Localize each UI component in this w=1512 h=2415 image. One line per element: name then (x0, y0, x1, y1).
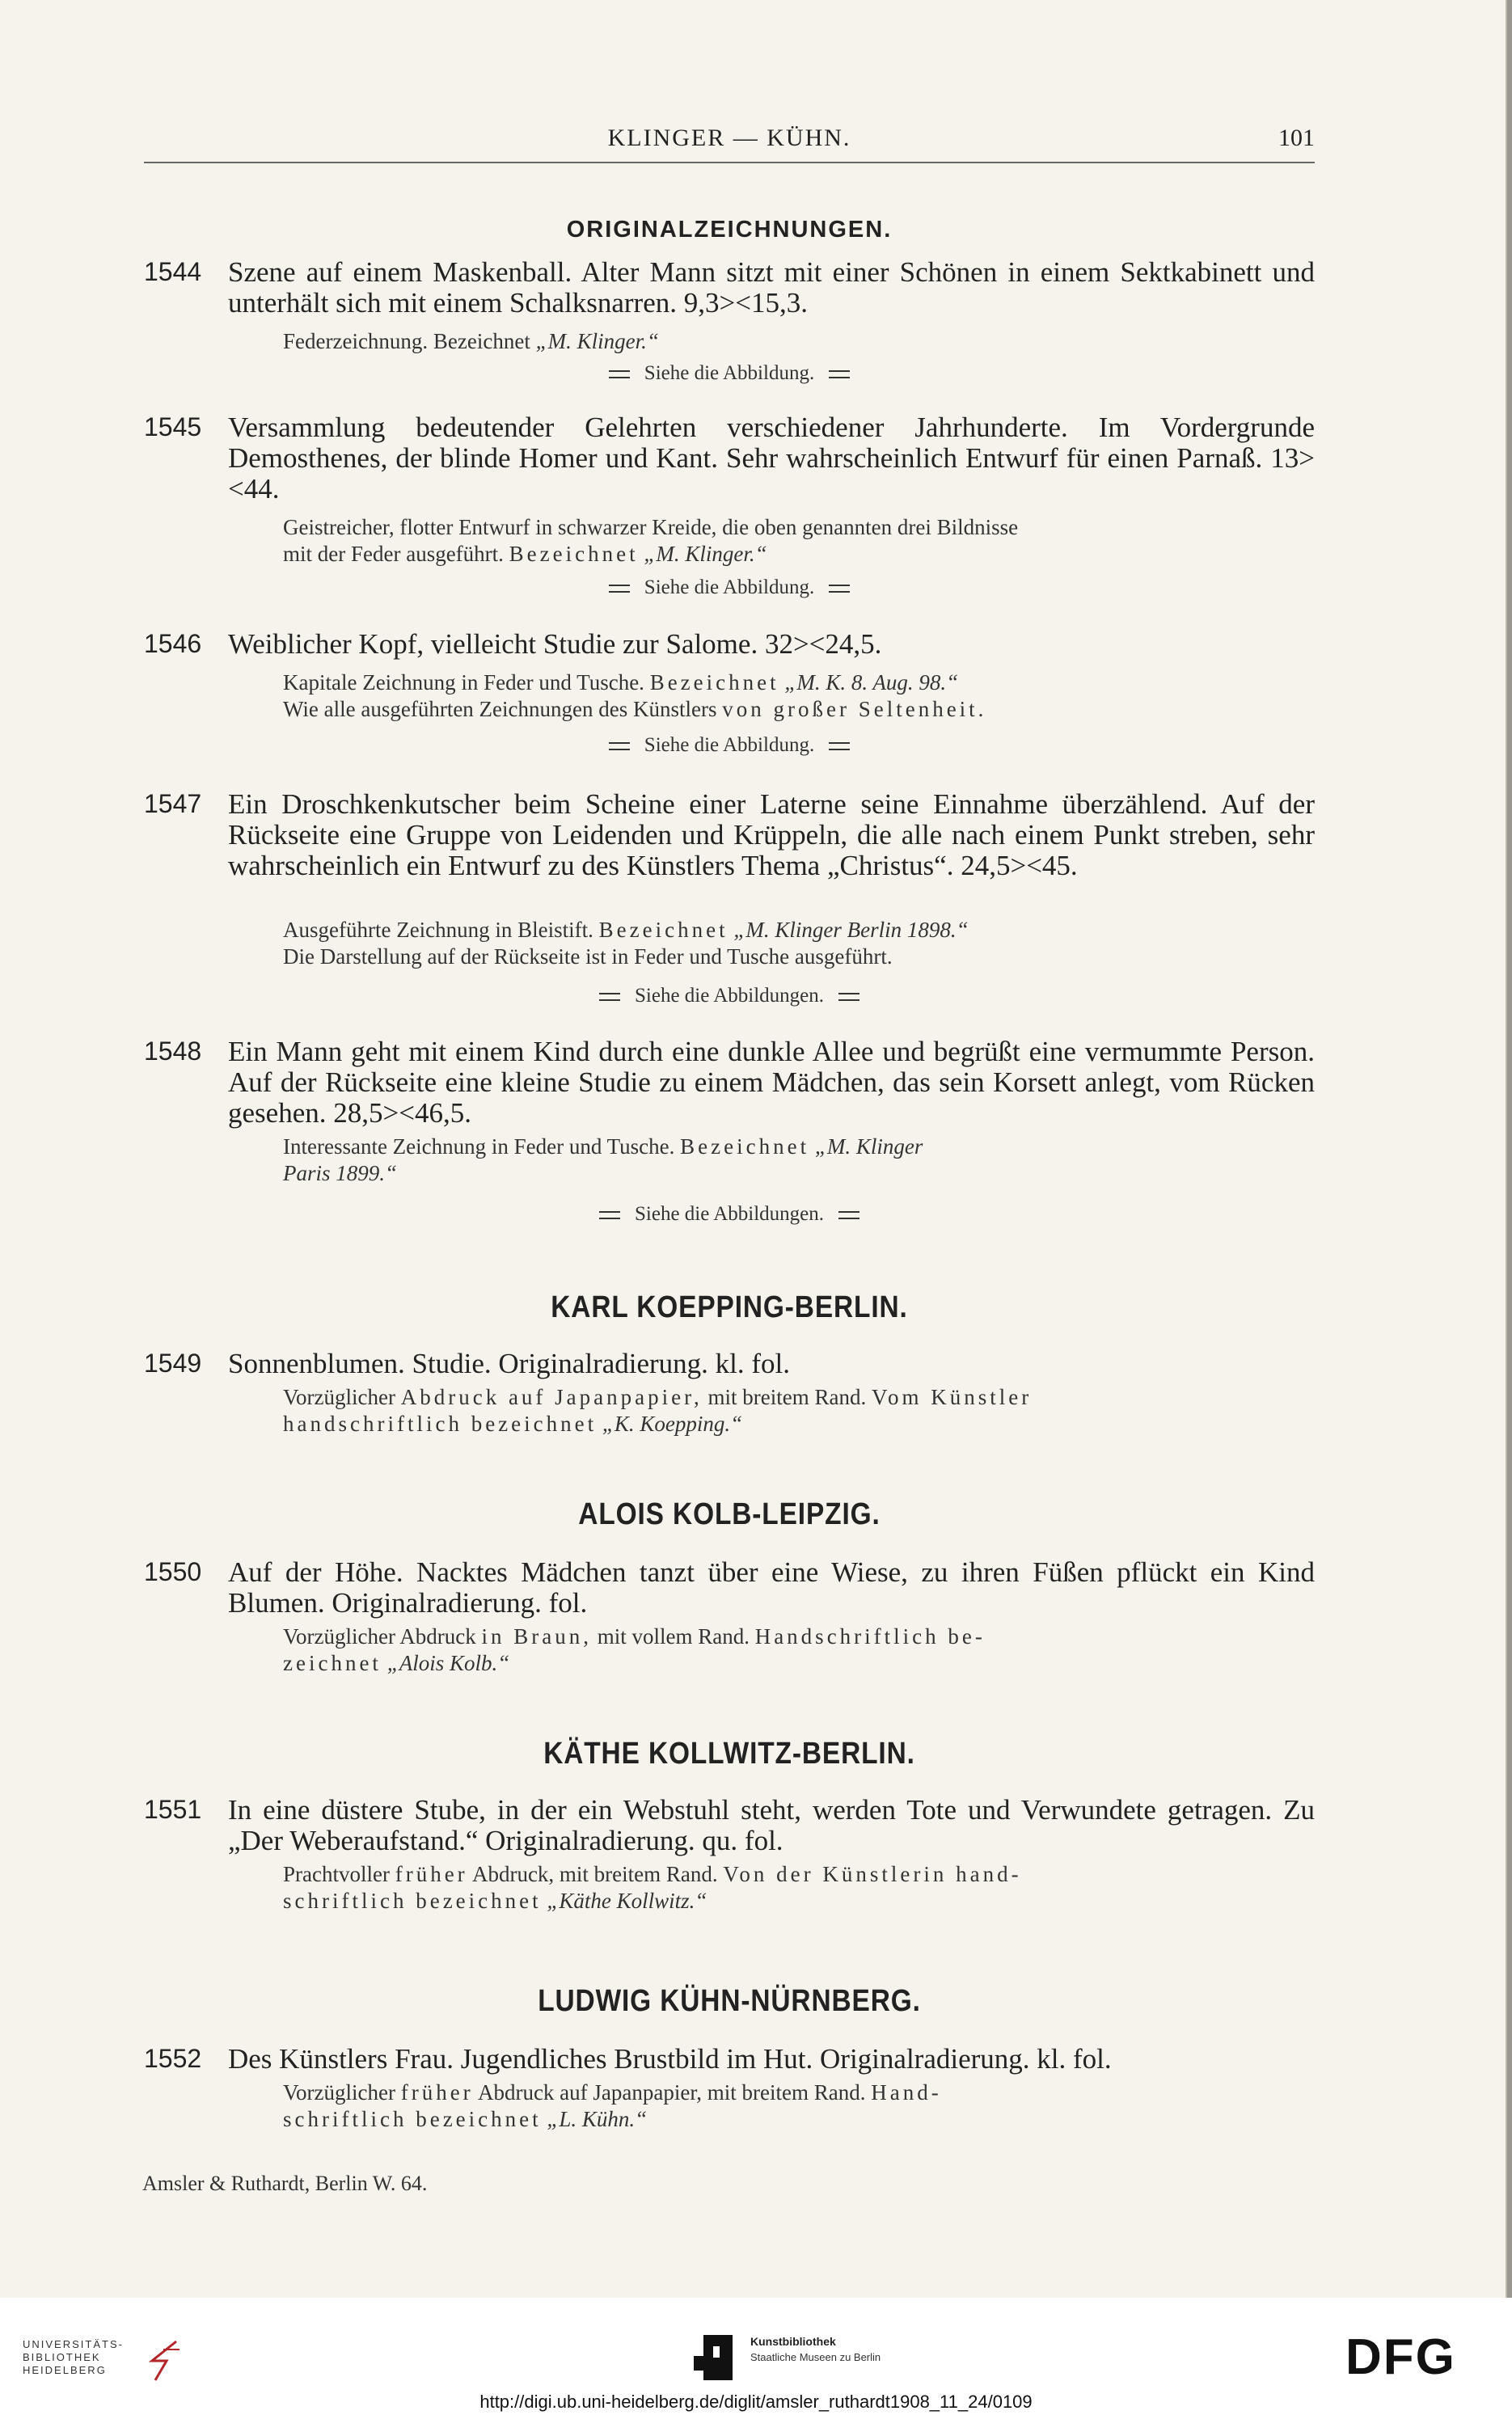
entry-description: Versammlung bedeutender Gelehrten verschiedener Jahrhunderte. Im Vordergrunde Demosthenes, der blinde Homer und Kant. Sehr wahrscheinlich Entwurf für einen Parnaß. 13><44. (228, 412, 1315, 505)
entry-number: 1550 (144, 1557, 202, 1586)
section-heading-kolb: ALOIS KOLB-LEIPZIG. (578, 1497, 881, 1531)
entry-description: Weiblicher Kopf, vielleicht Studie zur Salome. 32><24,5. (228, 628, 882, 660)
entry-note: Kapitale Zeichnung in Feder und Tusche. Bezeichnet „M. K. 8. Aug. 98.“ Wie alle ausgeführten Zeichnungen des Künstlers von großer Seltenheit. (283, 670, 987, 721)
entry-number: 1546 (144, 629, 202, 658)
entry-number: 1552 (144, 2044, 202, 2073)
see-illustrations-note: Siehe die Abbildungen. (144, 985, 1315, 1007)
kunstbibliothek-logo[interactable] (692, 2332, 951, 2388)
logo-text-line: HEIDELBERG (23, 2364, 107, 2376)
entry-description: Auf der Höhe. Nacktes Mädchen tanzt über eine Wiese, zu ihren Füßen pflückt ein Kind Blumen. Originalradierung. fol. (228, 1556, 1315, 1619)
catalog-entry-1544 (144, 257, 1315, 378)
entry-number: 1551 (144, 1795, 202, 1824)
section-heading-originalzeichnungen: ORIGINALZEICHNUNGEN. (566, 217, 893, 243)
entry-description: Des Künstlers Frau. Jugendliches Brustbild im Hut. Originalradierung. kl. fol. (228, 2043, 1112, 2075)
entry-description: In eine düstere Stube, in der ein Webstuhl steht, werden Tote und Verwundete getragen. Zu „Der Weberaufstand.“ Originalradierung. qu. fol. (228, 1794, 1315, 1856)
entry-note: Prachtvoller früher Abdruck, mit breitem Rand. Von der Künstlerin hand- schriftlich bezeichnet „Käthe Kollwitz.“ (283, 1862, 1022, 1913)
see-illustration-note: Siehe die Abbildung. (144, 576, 1315, 599)
section-heading-koepping: KARL KOEPPING-BERLIN. (551, 1290, 908, 1324)
entry-note: Vorzüglicher Abdruck auf Japanpapier, mit breitem Rand. Vom Künstler handschriftlich bezeichnet „K. Koepping.“ (283, 1385, 1033, 1436)
page-number: 101 (1278, 125, 1315, 151)
entry-number: 1549 (144, 1349, 202, 1378)
permalink-url[interactable]: http://digi.ub.uni-heidelberg.de/diglit/amsler_ruthardt1908_11_24/0109 (479, 2392, 1033, 2412)
entry-note: Vorzüglicher früher Abdruck auf Japanpapier, mit breitem Rand. Hand- schriftlich bezeichnet „L. Kühn.“ (283, 2080, 942, 2131)
museum-emblem-icon (692, 2332, 741, 2383)
entry-number: 1545 (144, 412, 202, 441)
logo-text-line: UNIVERSITÄTS- (23, 2338, 124, 2350)
kb-subtitle: Staatliche Museen zu Berlin (750, 2351, 881, 2363)
publisher-imprint: Amsler & Ruthardt, Berlin W. 64. (142, 2172, 428, 2195)
entry-number: 1547 (144, 789, 202, 818)
see-illustration-note: Siehe die Abbildung. (144, 734, 1315, 757)
dfg-logo[interactable]: DFG (1345, 2329, 1456, 2385)
entry-number: 1544 (144, 257, 202, 286)
see-illustration-note: Siehe die Abbildung. (144, 362, 1315, 385)
section-heading-kollwitz: KÄTHE KOLLWITZ-BERLIN. (543, 1737, 915, 1771)
entry-number: 1548 (144, 1037, 202, 1066)
library-emblem-icon (144, 2338, 186, 2383)
running-head-title: KLINGER — KÜHN. (607, 125, 851, 151)
entry-description: Ein Mann geht mit einem Kind durch eine dunkle Allee und begrüßt eine vermummte Person. Auf der Rückseite eine kleine Studie zu einem Mädchen, das sein Korsett anlegt, vom Rücken gesehen. 28,5><46,5. (228, 1036, 1315, 1129)
university-library-logo[interactable] (23, 2338, 192, 2387)
logo-text-line: BIBLIOTHEK (23, 2351, 101, 2363)
entry-description: Ein Droschkenkutscher beim Scheine einer Laterne seine Einnahme überzählend. Auf der Rückseite eine Gruppe von Leidenden und Krüppeln, die alle nach einem Punkt streben, sehr wahrscheinlich ein Entwurf zu des Künstlers Thema „Christus“. 24,5><45. (228, 788, 1315, 881)
kb-name: Kunstbibliothek (750, 2335, 836, 2348)
entry-description: Szene auf einem Maskenball. Alter Mann sitzt mit einer Schönen in einem Sektkabinett und unterhält sich mit einem Schalksnarren. 9,3><15,3. (228, 256, 1315, 319)
section-heading-kuehn: LUDWIG KÜHN-NÜRNBERG. (538, 1984, 921, 2018)
see-illustrations-note: Siehe die Abbildungen. (144, 1203, 1315, 1226)
entry-note: Vorzüglicher Abdruck in Braun, mit vollem Rand. Handschriftlich be- zeichnet „Alois Kolb.“ (283, 1624, 986, 1675)
entry-note: Interessante Zeichnung in Feder und Tusche. Bezeichnet „M. Klinger Paris 1899.“ (283, 1134, 923, 1185)
entry-note: Ausgeführte Zeichnung in Bleistift. Bezeichnet „M. Klinger Berlin 1898.“ Die Darstellung auf der Rückseite ist in Feder und Tusche ausgeführt. (283, 918, 969, 969)
running-head (144, 121, 1315, 163)
entry-note: Federzeichnung. Bezeichnet „M. Klinger.“ (283, 329, 659, 353)
entry-description: Sonnenblumen. Studie. Originalradierung. kl. fol. (228, 1348, 791, 1379)
page-edge (1507, 0, 1512, 2298)
entry-note: Geistreicher, flotter Entwurf in schwarzer Kreide, die oben genannten drei Bildnisse mit der Feder ausgeführt. Bezeichnet „M. Klinger.“ (283, 515, 1019, 566)
